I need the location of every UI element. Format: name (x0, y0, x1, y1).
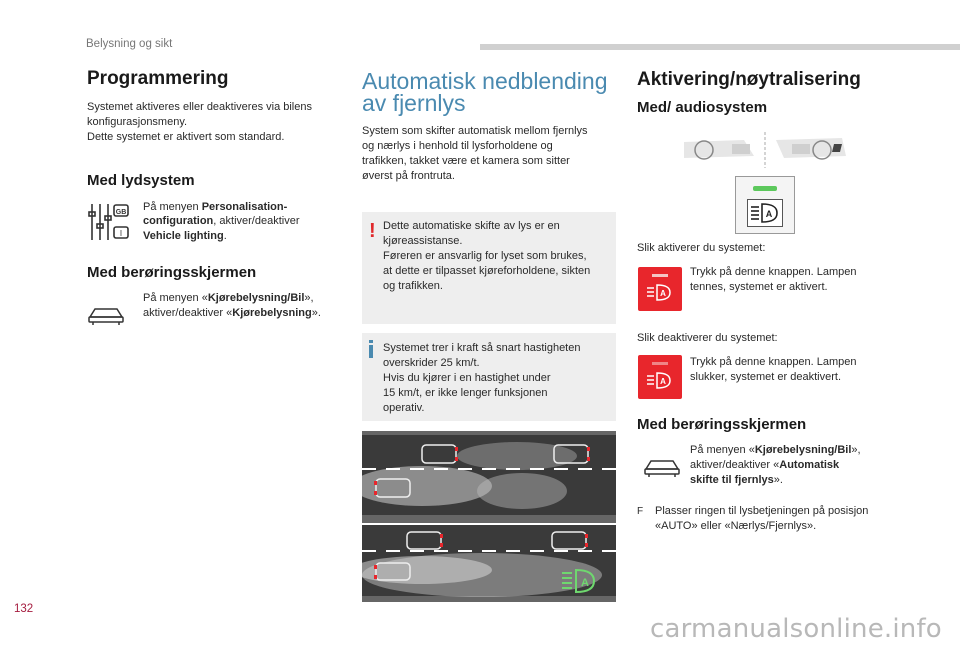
activate-line-1: Trykk på denne knappen. Lampen (690, 266, 857, 278)
deactivate-button-red[interactable] (638, 355, 682, 399)
settings-sliders-icon (88, 202, 130, 242)
svg-text:A: A (765, 209, 773, 219)
auto-high-beam-button[interactable] (747, 199, 783, 227)
bullet-icon: F (637, 506, 644, 517)
touch2-line-3: skifte til fjernlys». (690, 474, 783, 486)
col2-p-2: og nærlys i henhold til lysforholdene og (362, 140, 553, 152)
header-bar (480, 44, 960, 50)
warning-icon: ! (369, 220, 376, 242)
info-line-2: overskrider 25 km/t. (383, 357, 480, 369)
watermark: carmanualsonline.info (650, 614, 942, 644)
info-line-1: Systemet trer i kraft så snart hastigheten (383, 342, 581, 354)
info-line-5: operativ. (383, 402, 425, 414)
deactivate-label: Slik deaktiverer du systemet: (637, 332, 778, 344)
touch1-line-1: På menyen «Kjørebelysning/Bil», (143, 292, 314, 304)
touchscreen-title-1: Med berøringsskjermen (87, 264, 257, 281)
car-icon (643, 455, 681, 477)
touchscreen-title-2: Med berøringsskjermen (637, 416, 807, 433)
warn-line-4: at dette er tilpasset kjøreforholdene, sikten (383, 265, 591, 277)
activation-title: Aktivering/nøytralisering (637, 69, 861, 90)
auto-dimming-title-line-2: av fjernlys (362, 90, 466, 116)
audiosystem-title: Med/ audiosystem (637, 99, 768, 116)
lamp-on-bar (652, 274, 668, 277)
intro-line-1: Systemet aktiveres eller deaktiveres via bilens (87, 101, 312, 113)
low-beam-road-illustration (362, 431, 616, 523)
lyd-line-2: configuration, aktiver/deaktiver (143, 215, 300, 227)
warn-line-3: Føreren er ansvarlig for lyset som brukes, (383, 250, 587, 262)
auto-high-beam-icon (646, 283, 674, 308)
control-panel (735, 176, 795, 234)
svg-text:I: I (119, 229, 123, 238)
touch2-line-1: På menyen «Kjørebelysning/Bil», (690, 444, 861, 456)
warn-line-1: Dette automatiske skifte av lys er en (383, 220, 560, 232)
col2-p-1: System som skifter automatisk mellom fjernlys (362, 125, 588, 137)
intro-line-3: Dette systemet er aktivert som standard. (87, 131, 285, 143)
warn-line-2: kjøreassistanse. (383, 235, 463, 247)
car-icon (87, 303, 125, 325)
deactivate-line-2: slukker, systemet er deaktivert. (690, 371, 841, 383)
svg-text:A: A (581, 577, 589, 589)
high-beam-road-illustration (362, 525, 616, 602)
activate-label: Slik aktiverer du systemet: (637, 242, 766, 254)
auto-high-beam-icon (646, 371, 674, 396)
section-header: Belysning og sikt (86, 38, 173, 50)
svg-text:A: A (660, 377, 666, 386)
lyd-line-3: Vehicle lighting. (143, 230, 227, 242)
dashboard-illustration (684, 130, 846, 170)
auto-dimming-title-line-1: Automatisk nedblending (362, 68, 608, 94)
warn-line-5: og trafikken. (383, 280, 443, 292)
lamp-off-bar (652, 362, 668, 365)
ring-line-2: «AUTO» eller «Nærlys/Fjernlys». (655, 520, 817, 532)
activate-button-red[interactable] (638, 267, 682, 311)
lyd-line-1: På menyen Personalisation- (143, 201, 288, 213)
touch2-line-2: aktiver/deaktiver «Automatisk (690, 459, 840, 471)
info-line-4: 15 km/t, er ikke lenger funksjonen (383, 387, 548, 399)
info-line-3: Hvis du kjører i en hastighet under (383, 372, 551, 384)
svg-text:GB: GB (115, 209, 127, 216)
col2-p-4: øverst på frontruta. (362, 170, 455, 182)
svg-text:A: A (660, 289, 666, 298)
activate-line-2: tennes, systemet er aktivert. (690, 281, 828, 293)
intro-line-2: konfigurasjonsmeny. (87, 116, 188, 128)
page-number: 132 (14, 603, 34, 615)
indicator-lamp-on (753, 186, 777, 191)
programmering-title: Programmering (87, 68, 229, 89)
deactivate-line-1: Trykk på denne knappen. Lampen (690, 356, 857, 368)
ring-line-1: Plasser ringen til lysbetjeningen på posisjon (655, 505, 869, 517)
info-icon (369, 340, 373, 358)
auto-high-beam-lamp-icon (560, 567, 598, 595)
touch1-line-2: aktiver/deaktiver «Kjørebelysning». (143, 307, 321, 319)
col2-p-3: trafikken, takket være et kamera som sitter (362, 155, 570, 167)
lydsystem-title: Med lydsystem (87, 172, 195, 189)
